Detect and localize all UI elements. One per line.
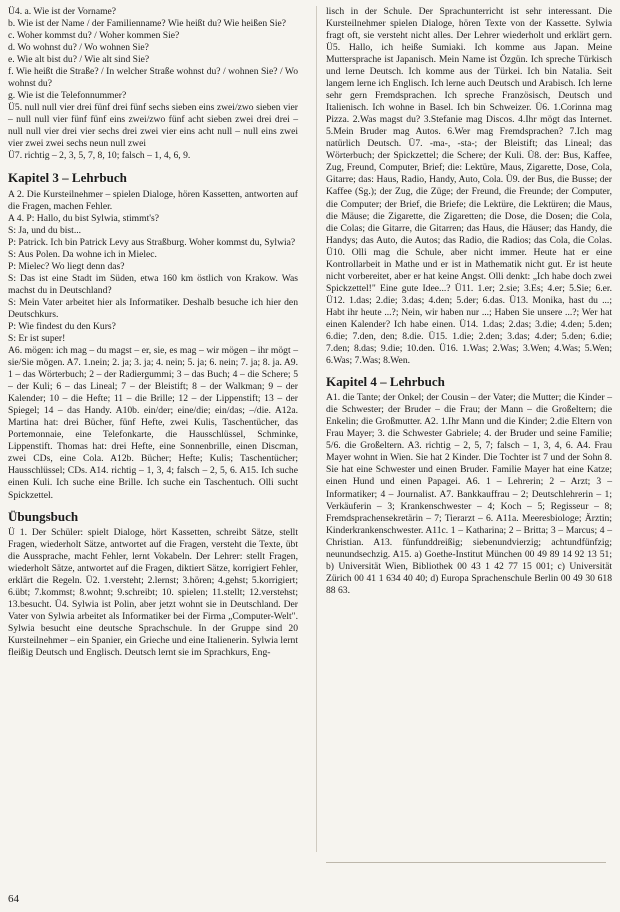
footer-rule xyxy=(326,862,606,863)
paragraph: c. Woher kommst du? / Woher kommen Sie? xyxy=(8,30,180,42)
left-column xyxy=(8,6,298,659)
dialogue-line: P: Mielec? Wo liegt denn das? xyxy=(8,260,125,272)
dialogue-line: S: Das ist eine Stadt im Süden, etwa 160 km östlich von Krakow. Was machst du in Deutschland? xyxy=(8,272,298,296)
paragraph: e. Wie alt bist du? / Wie alt sind Sie? xyxy=(8,54,150,66)
section-heading-kapitel-4: Kapitel 4 – Lehrbuch xyxy=(326,373,445,389)
paragraph: g. Wie ist die Telefonnummer? xyxy=(8,90,127,102)
section-heading-uebungsbuch: Übungsbuch xyxy=(8,508,79,524)
dialogue-line: A 4. P: Hallo, du bist Sylwia, stimmt's? xyxy=(8,212,159,224)
dialogue-line: S: Er ist super! xyxy=(8,333,66,345)
paragraph: A6. mögen: ich mag – du magst – er, sie, es mag – wir mögen – ihr mögt – sie/Sie mögen. A7. 1.nein; 2. ja; 3. ja; 4. nein; 5. ja; 6. nein; 7. ja; 8. ja. A9. 1 – das Wörterbuch; 2 – der Radiergummi; 3 – das Buch; 4 – die Schere; 5 – der Kuli; 6 – das Lineal; 7 – der Bleistift; 8 – der Walkman; 9 – der Kalender; 10 – die Hefte; 11 – die Brille; 12 – der Lippenstift; 13 – der Spiegel; 14 – das Handy. A10b. ein/der; eine/die; ein/das; –/die. A12a. Martina hat: drei Bücher, fünf Hefte, zwei Kulis, Taschentücher, das Portemonnaie, eine Telefonkarte, die Hausschlüssel, Schminke, Lippenstift. Thomas hat: drei Hefte, eine Sonnenbrille, einen Discman, zwei CDs, eine Cola. A12b. Bücher; Hefte; Kulis; Taschentücher; Hausschlüssel; CDs. A14. richtig – 1, 3, 4; falsch – 2, 5, 6. A15. Ich suche einen Kuli. Ich suche eine Brille. Ich suche ein Taschentuch. Olli sucht Spickzettel. xyxy=(8,345,298,501)
section-heading-kapitel-3: Kapitel 3 – Lehrbuch xyxy=(8,170,127,186)
dialogue-line: S: Ja, und du bist... xyxy=(8,224,82,236)
paragraph: Ü5. null null vier drei fünf drei fünf sechs sieben eins zwei/zwo sieben vier – null null vier fünf fünf eins zwei/zwo fünf acht sieben zwei drei drei – null null vier drei vier sechs drei zwei vier eins acht null – null eins zwei vier zwei zwei sechs neun null zwei xyxy=(8,102,298,150)
paragraph: Ü4. a. Wie ist der Vorname? xyxy=(8,6,117,17)
paragraph: lisch in der Schule. Der Sprachunterricht ist sehr interessant. Die Kursteilnehmer spielen Dialoge, hören Texte von der Kassette. Sylwia fragt oft, sie versteht nicht alles. Der Lehrer wiederholt und erklärt gern. Ü5. Hallo, ich heiße Sumiaki. Ich komme aus Japan. Meine Muttersprache ist Japanisch. Mein Name ist Özgün. Ich spreche Türkisch und lerne Deutsch. Ich komme aus der Türkei. Ich bin Natalia. Seit langem lerne ich Englisch. Ich lerne auch Deutsch und Arabisch. Ich lerne sehr gern Fremdsprachen. Ich spreche Französisch, Deutsch und Italienisch. Ich wohne in Basel. Ich bin Schweizer. Ü6. 1.Corinna mag Pizza. 2.Was magst du? 3.Stefanie mag Discos. 4.Ihr mögt das Internet. 5.Mein Bruder mag Autos. 6.Wer mag Fremdsprachen? 7.Ich mag natürlich Deutsch. Ü7. -ma-, -sta-; der Bleistift; das Lineal; das Wörterbuch; der Spickzettel; die Schere; der Kuli. Ü8. der: Bus, Kaffee, Zug, Freund, Computer, Brief; die: Lektüre, Maus, Zigarette, Dose, Cola, Gitarre; das: Haus, Radio, Handy, Auto, Cola. Ü9. der Bus, die Busse; der Kaffee (Sg.); der Zug, die Züge; der Freund, die Freunde; der Computer, die Computer; der Brief, die Briefe; die Lektüre, die Lektüren; die Maus, die Mäuse; die Zigarette, die Zigaretten; die Dose, die Dosen; die Cola, die Colas; die Gitarre, die Gitarren; das Haus, die Häuser; das Handy, die Handys; das Auto, die Autos; das Radio, die Radios; das Cola, die Colas. Ü10. Olli mag die Schule, aber nicht immer. Heute hat er eine Kontrollarbeit in Mathe und er ist in Mathematik nicht gut. Er ist heute nicht vorbereitet, aber er hat keine Angst. Olli denkt: „Ich habe doch zwei Spickzettel!" Eine gute Idee...? Ü11. 1.er; 2.sie; 3.Es; 4.er; 5.Sie; 6.er. Ü12. 1.das; 2.die; 3.das; 4.den; 5.der; 6.das. Ü13. Monika, hast du ...; Habt ihr heute ...?; Nein, wir haben nur ...; Haben Sie unsere ...?; Wer hat einen Kalender? Ich habe einen. Ü14. 1.das; 2.das; 3.die; 4.den; 5.den; 6.die; 7.den, den; 8.die. Ü15. 1.die; 2.den; 3.das; 4.der; 5.den; 6.die; 7.den; 8.das; 9.die; 10.den. Ü16. 1.Was; 2.Was; 3.Wen; 4.Was; 5.Wen; 6.Was; 7.Was; 8.Wen. xyxy=(326,6,612,366)
paragraph: A 2. Die Kursteilnehmer – spielen Dialoge, hören Kassetten, antworten auf die Fragen, machen Fehler. xyxy=(8,188,298,212)
paragraph: f. Wie heißt die Straße? / In welcher Straße wohnst du? / wohnen Sie? / Wo wohnst du? xyxy=(8,66,298,90)
paragraph: A1. die Tante; der Onkel; der Cousin – der Vater; die Mutter; die Kinder – die Schwester; der Bruder – die Frau; der Mann – die Großeltern; die Enkelin; die Großmutter. A2. 1.Ihr Mann und die Kinder; 2.die Eltern von Frau Mayer; 3. die Schwester Gabriele; 4. der Bruder und seine Familie; 5/6. die Großeltern. A3. richtig – 2, 5, 7; falsch – 1, 3, 4, 6. A4. Frau Mayer wohnt in Wien. Sie hat 2 Kinder. Die Tochter ist 7 und der Sohn 8. Sie hat eine Schwester und einen Bruder. Familie Mayer hat eine Katze; einen Hund und einen Papagei. A6. 1 – Lehrerin; 2 – Arzt; 3 – Informatiker; 4 – Journalist. A7. Bankkauffrau – 2; Deutschlehrerin – 1; Verkäuferin – 3; Krankenschwester – 4; Koch – 5; Regisseur – 8; Fremdsprachensekretärin – 7; Tierarzt – 6. A11a. Meeresbiologe; Ärztin; Kinderkrankenschwester. A11c. 1 – Katharina; 2 – Britta; 3 – Marcus; 4 – Christian. A13. fünfunddreißig; siebenundvierzig; achtundfünfzig; neunundsechzig. A15. a) Goethe-Institut München 00 49 89 14 92 13 51; b) Universität Wien, Bibliothek 00 43 1 42 77 15 001; c) Universität Zürich 00 41 1 634 40 40; d) Europa Sprachenschule Berlin 00 49 30 618 88 63. xyxy=(326,392,612,596)
dialogue-line: S: Mein Vater arbeitet hier als Informatiker. Deshalb besuche ich hier den Deutschkurs. xyxy=(8,297,298,321)
page-number: 64 xyxy=(8,893,19,905)
dialogue-line: P: Wie findest du den Kurs? xyxy=(8,321,116,333)
paragraph: Ü7. richtig – 2, 3, 5, 7, 8, 10; falsch – 1, 4, 6, 9. xyxy=(8,150,191,162)
dialogue-line: S: Aus Polen. Da wohne ich in Mielec. xyxy=(8,248,157,260)
paragraph: b. Wie ist der Name / der Familienname? Wie heißt du? Wie heißen Sie? xyxy=(8,18,287,30)
right-column xyxy=(326,6,612,597)
column-divider xyxy=(316,6,317,852)
paragraph: d. Wo wohnst du? / Wo wohnen Sie? xyxy=(8,42,149,54)
paragraph: Ü 1. Der Schüler: spielt Dialoge, hört Kassetten, schreibt Sätze, stellt Fragen, wiederholt Sätze, antwortet auf die Fragen, versteht die Texte, übt die Aussprache, macht Fehler, lernt Vokabeln. Der Lehrer: stellt Fragen, wiederholt Sätze, antwortet auf die Fragen, diktiert Sätze, korrigiert Fehler, erklärt die Regeln. Ü2. 1.versteht; 2.lernst; 3.hören; 4.gehst; 5.korrigiert; 6.übt; 7.kommst; 8.wohnt; 9.schreibt; 10. spielen; 11.stellt; 12.verstehst; 13.besucht. Ü4. Sylwia ist Polin, aber jetzt wohnt sie in Deutschland. Der Vater von Sylwia arbeitet als Informatiker bei der Firma „Computer-Welt". Sylwia besucht eine deutsche Sprachschule. In der Gruppe sind 20 Kursteilnehmer – ein Spanier, ein Grieche und eine Italienerin. Sylwia lernt fleißig Deutsch und Englisch. Deutsch lernt sie im Sprachkurs, Eng- xyxy=(8,526,298,659)
dialogue-line: P: Patrick. Ich bin Patrick Levy aus Straßburg. Woher kommst du, Sylwia? xyxy=(8,236,296,248)
